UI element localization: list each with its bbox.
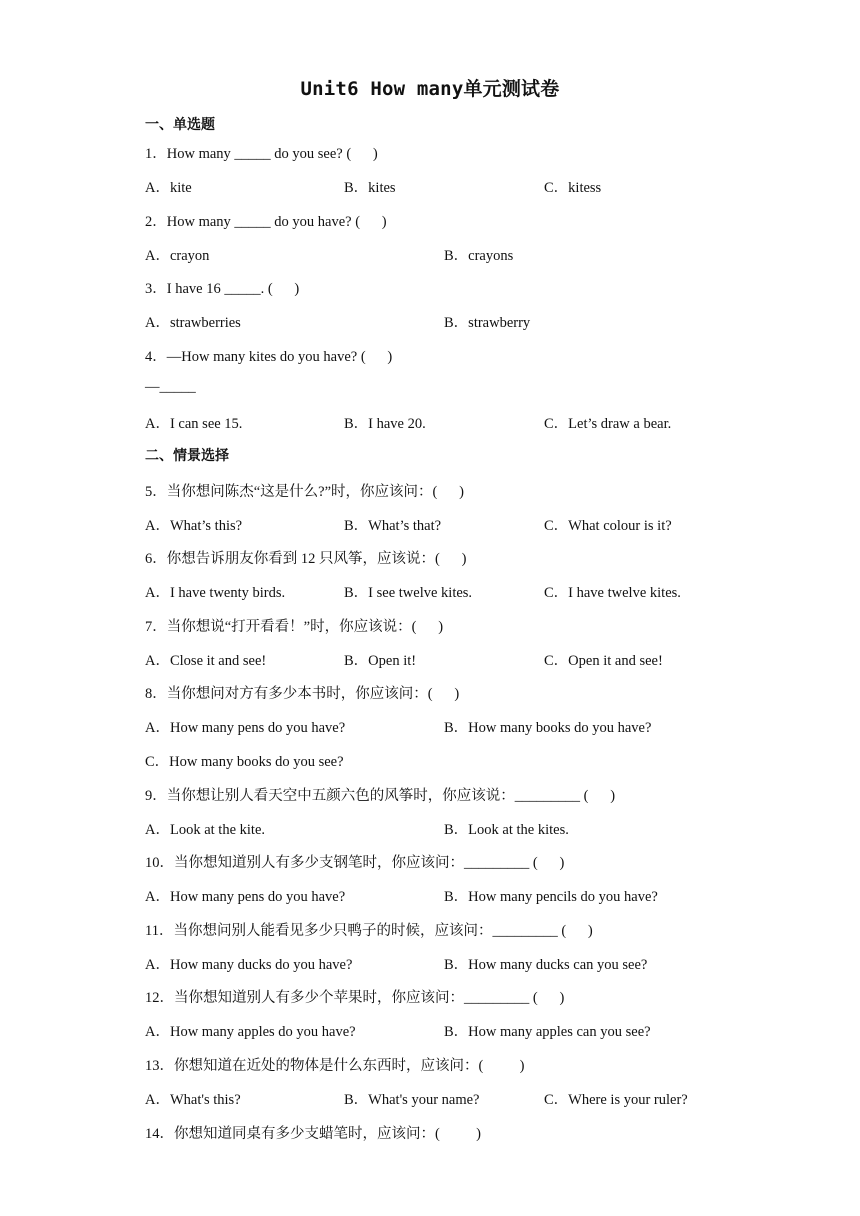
q3-option-b: B．strawberry — [444, 315, 531, 331]
q4-answer-line: —_____ — [145, 379, 196, 395]
q2-option-a: A．crayon — [145, 248, 210, 264]
section-heading-single-choice: 一、单选题 — [145, 117, 215, 133]
q9-option-b: B．Look at the kites. — [444, 822, 569, 838]
question-11: 11．当你想问别人能看见多少只鸭子的时候，应该问：_________ ( ) — [145, 923, 593, 939]
question-6: 6．你想告诉朋友你看到 12 只风筝，应该说：( ) — [145, 551, 467, 567]
q1-option-c: C．kitess — [544, 180, 602, 196]
q11-option-a: A．How many ducks do you have? — [145, 957, 353, 973]
question-7: 7．当你想说“打开看看！”时，你应该说：( ) — [145, 619, 444, 635]
q7-option-a: A．Close it and see! — [145, 653, 267, 669]
q3-option-a: A．strawberries — [145, 315, 241, 331]
q8-option-b: B．How many books do you have? — [444, 720, 652, 736]
q7-option-b: B．Open it! — [344, 653, 417, 669]
q13-option-b: B．What's your name? — [344, 1092, 480, 1108]
question-13: 13．你想知道在近处的物体是什么东西时，应该问：( ) — [145, 1058, 525, 1074]
question-3: 3．I have 16 _____. ( ) — [145, 281, 300, 297]
q1-option-a: A．kite — [145, 180, 192, 196]
question-10: 10．当你想知道别人有多少支钢笔时，你应该问：_________ ( ) — [145, 855, 565, 871]
q12-option-b: B．How many apples can you see? — [444, 1024, 651, 1040]
q11-option-b: B．How many ducks can you see? — [444, 957, 648, 973]
question-5: 5．当你想问陈杰“这是什么?”时，你应该问：( ) — [145, 484, 464, 500]
q5-option-a: A．What’s this? — [145, 518, 243, 534]
q2-option-b: B．crayons — [444, 248, 514, 264]
q6-option-b: B．I see twelve kites. — [344, 585, 473, 601]
question-14: 14．你想知道同桌有多少支蜡笔时，应该问：( ) — [145, 1126, 481, 1142]
q6-option-c: C．I have twelve kites. — [544, 585, 681, 601]
q13-option-c: C．Where is your ruler? — [544, 1092, 688, 1108]
q8-option-c: C．How many books do you see? — [145, 754, 344, 770]
q5-option-c: C．What colour is it? — [544, 518, 672, 534]
question-8: 8．当你想问对方有多少本书时，你应该问：( ) — [145, 686, 460, 702]
q1-option-b: B．kites — [344, 180, 396, 196]
q9-option-a: A．Look at the kite. — [145, 822, 266, 838]
q4-option-c: C．Let’s draw a bear. — [544, 416, 672, 432]
q6-option-a: A．I have twenty birds. — [145, 585, 286, 601]
question-4: 4．—How many kites do you have? ( ) — [145, 349, 393, 365]
q5-option-b: B．What’s that? — [344, 518, 442, 534]
q12-option-a: A．How many apples do you have? — [145, 1024, 356, 1040]
question-2: 2．How many _____ do you have? ( ) — [145, 214, 387, 230]
q8-option-a: A．How many pens do you have? — [145, 720, 346, 736]
q13-option-a: A．What's this? — [145, 1092, 241, 1108]
question-12: 12．当你想知道别人有多少个苹果时，你应该问：_________ ( ) — [145, 990, 565, 1006]
q7-option-c: C．Open it and see! — [544, 653, 663, 669]
q10-option-a: A．How many pens do you have? — [145, 889, 346, 905]
page-title: Unit6 How many单元测试卷 — [300, 78, 560, 100]
q4-option-a: A．I can see 15. — [145, 416, 243, 432]
question-1: 1．How many _____ do you see? ( ) — [145, 146, 378, 162]
q10-option-b: B．How many pencils do you have? — [444, 889, 658, 905]
question-9: 9．当你想让别人看天空中五颜六色的风筝时，你应该说：_________ ( ) — [145, 788, 616, 804]
q4-option-b: B．I have 20. — [344, 416, 426, 432]
section-heading-situational-choice: 二、情景选择 — [145, 448, 229, 464]
